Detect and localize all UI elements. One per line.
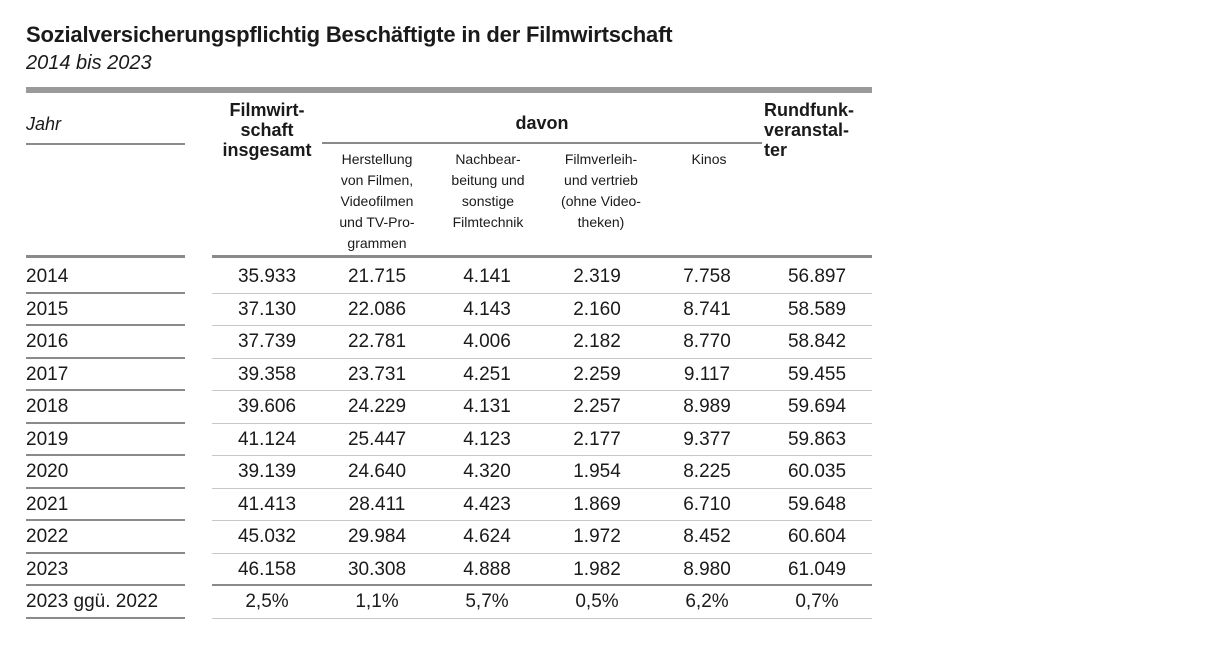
table-cell: 4.888: [463, 558, 511, 580]
header-rundfunk: Rundfunk- veranstal- ter: [764, 100, 854, 160]
table-cell: 37.739: [237, 331, 297, 352]
table-cell: 2.257: [573, 396, 621, 417]
table-cell: 5,7%: [465, 591, 509, 612]
table-cell: 45.032: [237, 526, 297, 547]
table-cell: 4.423: [463, 493, 511, 515]
table-row: [0, 359, 900, 392]
row-label: 2017: [26, 363, 69, 385]
table-cell: 1,1%: [355, 591, 399, 612]
table-cell: 41.413: [237, 493, 297, 515]
table-cell: 6,2%: [685, 591, 729, 612]
table-cell: 4.006: [463, 331, 511, 352]
table-cell: 46.158: [237, 558, 297, 580]
table-row: [0, 521, 900, 554]
table-cell: 39.358: [237, 363, 297, 385]
header-filmverleih: Filmverleih- und vertrieb (ohne Video- theken): [561, 151, 641, 230]
table-cell: 21.715: [347, 266, 407, 287]
header-davon: davon: [515, 113, 569, 133]
table-cell: 2,5%: [245, 591, 289, 612]
table-cell: 4.131: [463, 396, 511, 417]
row-label: 2018: [26, 396, 69, 417]
table-row: [0, 586, 900, 619]
row-label: 2023 ggü. 2022: [26, 591, 159, 612]
table-cell: 8.989: [683, 396, 731, 417]
table-cell: 39.139: [237, 461, 297, 482]
table-cell: 8.452: [683, 526, 731, 547]
table-cell: 37.130: [237, 298, 297, 320]
table-cell: 2.319: [573, 266, 621, 287]
row-label: 2014: [26, 266, 69, 287]
table-row: [0, 456, 900, 489]
table-cell: 56.897: [787, 266, 847, 287]
table-cell: 1.972: [573, 526, 621, 547]
table-cell: 61.049: [787, 558, 847, 580]
header-herstellung: Herstellung von Filmen, Videofilmen und TV-Pro- grammen: [339, 151, 415, 251]
header-nachbearbeitung: Nachbear- beitung und sonstige Filmtechnik: [451, 151, 525, 230]
row-label: 2019: [26, 428, 69, 450]
row-label: 2016: [26, 331, 69, 352]
table-row: [0, 424, 900, 457]
table-cell: 24.229: [347, 396, 407, 417]
table-cell: 58.842: [787, 331, 847, 352]
table-cell: 24.640: [347, 461, 407, 482]
table-cell: 0,7%: [795, 591, 839, 612]
table-row: [0, 261, 900, 294]
row-rule: [212, 618, 872, 619]
table-cell: 9.377: [683, 428, 731, 450]
row-label: 2020: [26, 461, 69, 482]
row-rule: [26, 617, 185, 619]
table-cell: 7.758: [683, 266, 731, 287]
table-subtitle: 2014 bis 2023: [26, 52, 152, 74]
table-cell: 8.770: [683, 331, 731, 352]
table-cell: 41.124: [237, 428, 297, 450]
table-cell: 4.141: [463, 266, 511, 287]
table-cell: 59.694: [787, 396, 847, 417]
table-cell: 22.781: [347, 331, 407, 352]
table-cell: 0,5%: [575, 591, 619, 612]
header-kinos: Kinos: [691, 151, 727, 167]
header-total: Filmwirt- schaft insgesamt: [222, 100, 312, 160]
table-cell: 35.933: [237, 266, 297, 287]
header-bottom-rule: [212, 255, 872, 258]
row-label: 2015: [26, 298, 69, 320]
table-row: [0, 326, 900, 359]
table-cell: 2.182: [573, 331, 621, 352]
table-body: [0, 261, 900, 619]
table-cell: 60.604: [787, 526, 847, 547]
table-cell: 22.086: [347, 298, 407, 320]
table-cell: 1.982: [573, 558, 621, 580]
table-row: [0, 294, 900, 327]
table-cell: 59.648: [787, 493, 847, 515]
table-cell: 28.411: [348, 493, 406, 515]
table-row: [0, 489, 900, 522]
table-cell: 2.160: [573, 298, 621, 320]
row-label: 2021: [26, 493, 69, 515]
table-cell: 1.954: [573, 461, 621, 482]
table-cell: 4.624: [463, 526, 511, 547]
table-cell: 4.123: [463, 428, 511, 450]
table-cell: 6.710: [683, 493, 731, 515]
row-label: 2022: [26, 526, 69, 547]
table-cell: 8.741: [683, 298, 731, 320]
top-rule: [26, 87, 872, 93]
table-cell: 4.320: [463, 461, 511, 482]
table-cell: 8.980: [683, 558, 731, 580]
table-cell: 8.225: [683, 461, 731, 482]
table-cell: 9.117: [683, 363, 731, 385]
table-cell: 60.035: [787, 461, 847, 482]
table-cell: 58.589: [787, 298, 847, 320]
table-cell: 29.984: [347, 526, 407, 547]
header-year-rule: [26, 143, 185, 145]
table-cell: 23.731: [347, 363, 407, 385]
table-title: Sozialversicherungspflichtig Beschäftigte in der Filmwirtschaft: [26, 22, 673, 47]
table-cell: 39.606: [237, 396, 297, 417]
table-cell: 59.455: [787, 363, 847, 385]
table-cell: 4.251: [463, 363, 511, 385]
table-row: [0, 391, 900, 424]
table-cell: 2.177: [573, 428, 621, 450]
header-bottom-rule: [26, 255, 185, 258]
header-davon-rule: [322, 142, 762, 144]
table-cell: 25.447: [347, 428, 407, 450]
header-year: Jahr: [26, 114, 62, 134]
table-cell: 1.869: [573, 493, 621, 515]
table-cell: 2.259: [573, 363, 621, 385]
table-cell: 30.308: [347, 558, 407, 580]
table-cell: 4.143: [463, 298, 511, 320]
row-label: 2023: [26, 558, 69, 580]
table-cell: 59.863: [787, 428, 847, 450]
table-row: [0, 554, 900, 587]
